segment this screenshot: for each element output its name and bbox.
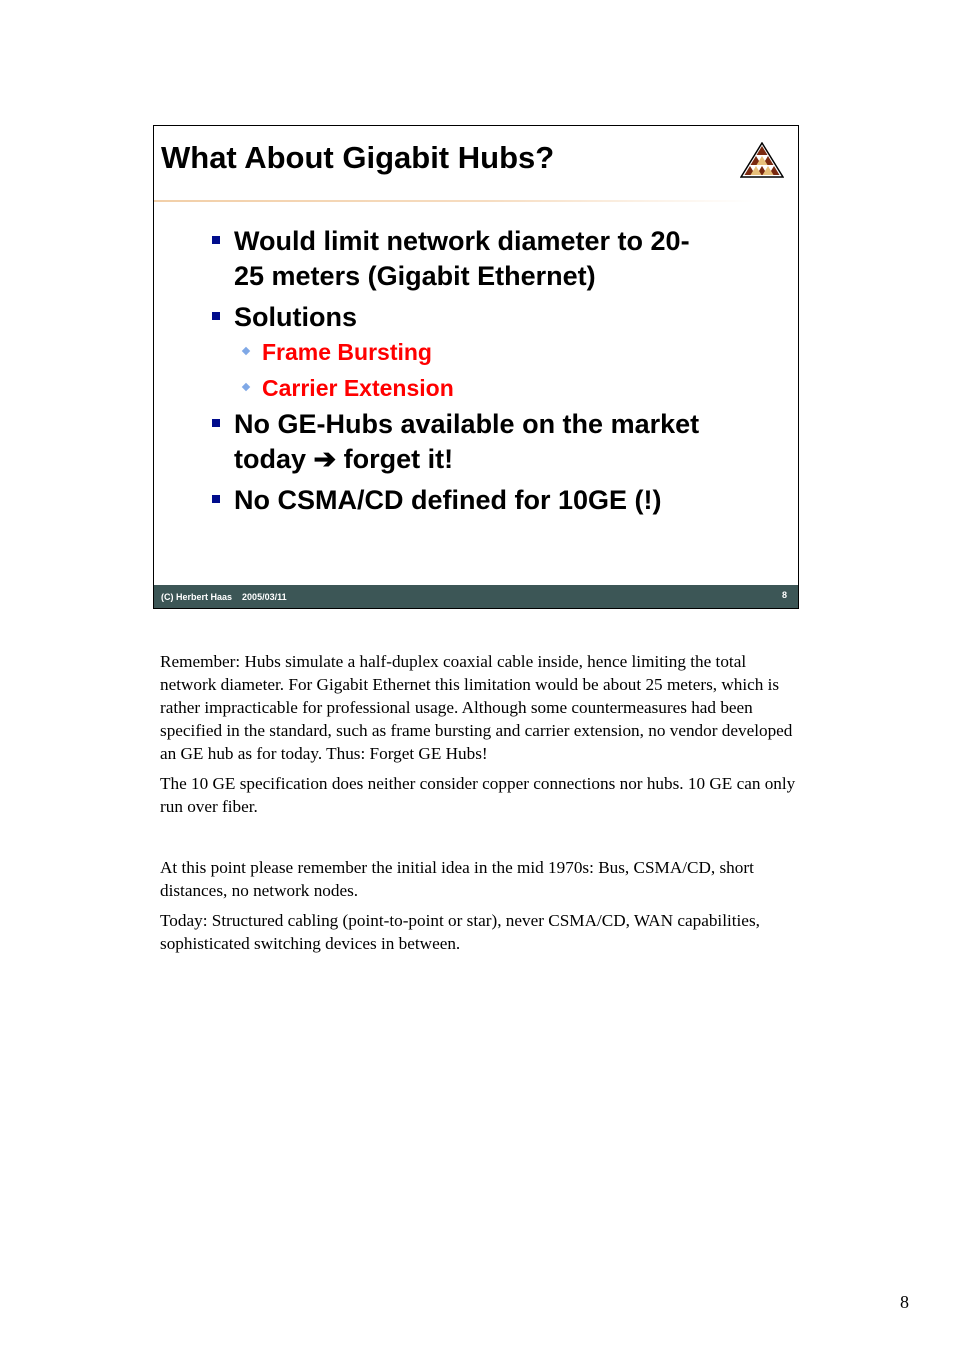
sub-bullet-text: Carrier Extension	[262, 375, 454, 401]
bullet-item	[210, 300, 770, 335]
notes-paragraph: At this point please remember the initial idea in the mid 1970s: Bus, CSMA/CD, short distances, no network nodes.	[160, 858, 754, 900]
square-bullet-icon	[212, 419, 220, 427]
bullet-line: No GE-Hubs available on the market	[234, 409, 700, 439]
triangle-logo-icon	[740, 142, 784, 178]
bullet-item	[210, 224, 770, 294]
page-number: 8	[900, 1292, 909, 1312]
sub-bullet-item	[210, 337, 770, 367]
sub-bullet-text: Frame Bursting	[262, 339, 432, 365]
square-bullet-icon	[212, 495, 220, 503]
notes-paragraph: Today: Structured cabling (point-to-point or star), never CSMA/CD, WAN capabilities, sophisticated switching devices in between.	[160, 911, 760, 953]
diamond-bullet-icon	[242, 347, 250, 355]
bullet-line: 25 meters (Gigabit Ethernet)	[234, 261, 596, 291]
bullet-list	[210, 224, 770, 524]
notes-paragraph: The 10 GE specification does neither consider copper connections nor hubs. 10 GE can only run over fiber.	[160, 774, 796, 816]
footer-date: 2005/03/11	[242, 592, 287, 602]
footer-credit	[161, 592, 287, 602]
bullet-item	[210, 407, 770, 477]
slide-footer	[154, 585, 798, 608]
square-bullet-icon	[212, 236, 220, 244]
bullet-line: No CSMA/CD defined for 10GE (!)	[234, 485, 662, 515]
notes-paragraph: Remember: Hubs simulate a half-duplex coaxial cable inside, hence limiting the total network diameter. For Gigabit Ethernet this limitation would be about 25 meters, which is rather impracticable for professional usage. Although some countermeasures had been specified in the standard, such as frame bursting and carrier extension, no vendor developed an GE hub as for today. Thus: Forget GE Hubs!	[160, 652, 793, 763]
square-bullet-icon	[212, 312, 220, 320]
bullet-line: Would limit network diameter to 20-	[234, 226, 690, 256]
slide	[153, 125, 799, 609]
diamond-bullet-icon	[242, 383, 250, 391]
title-divider	[154, 200, 754, 202]
bullet-line: Solutions	[234, 302, 357, 332]
bullet-item	[210, 483, 770, 518]
slide-number: 8	[781, 590, 787, 600]
speaker-notes	[160, 650, 796, 962]
footer-author: (C) Herbert Haas	[161, 592, 233, 602]
slide-title: What About Gigabit Hubs?	[161, 140, 555, 175]
sub-bullet-item	[210, 373, 770, 403]
bullet-line: today ➔ forget it!	[234, 444, 454, 474]
